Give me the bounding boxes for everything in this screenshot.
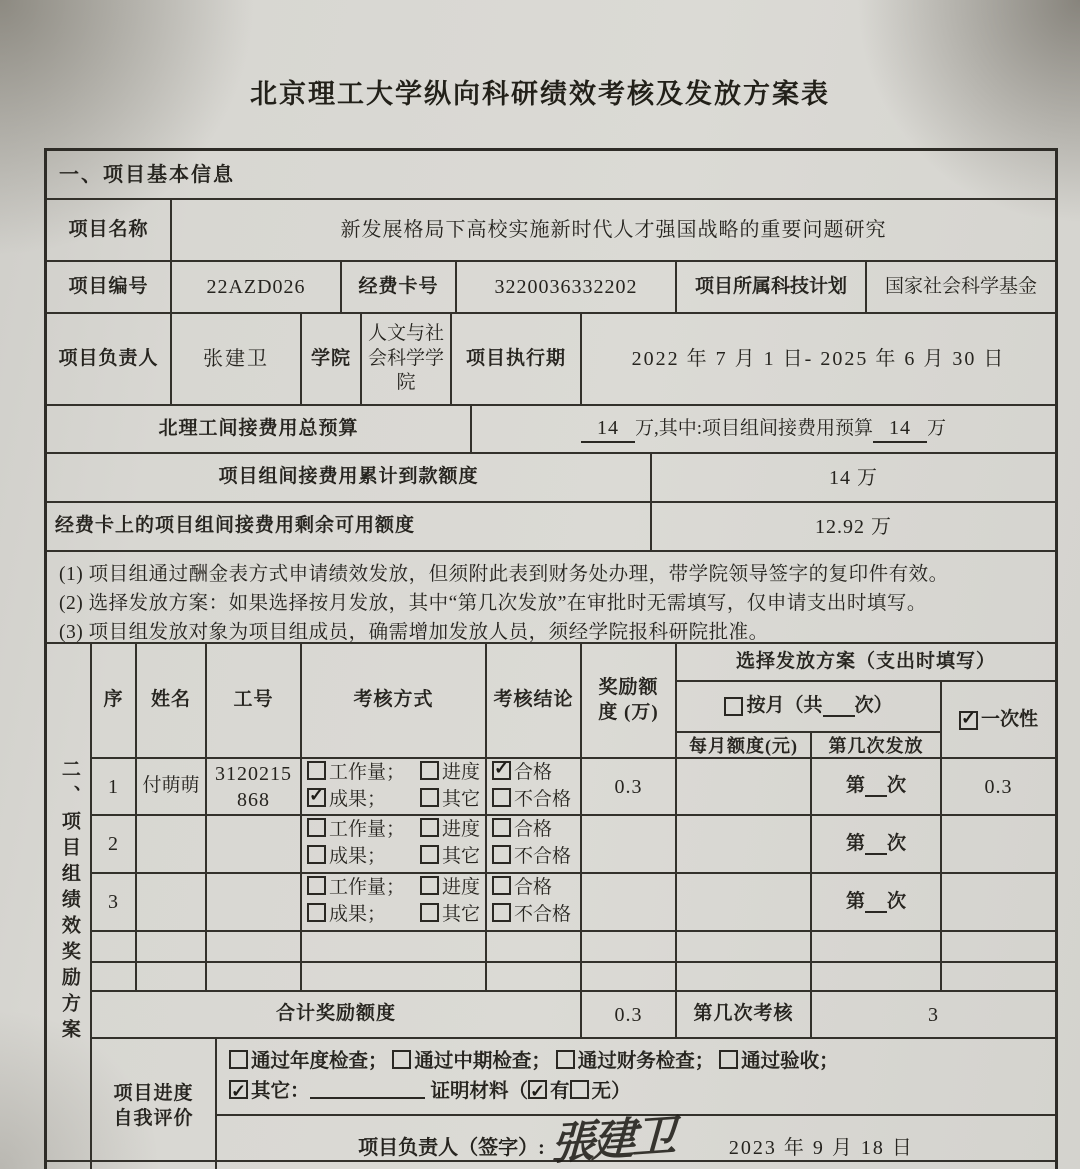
monthly-count-blank <box>823 696 855 717</box>
row1-method: 工作量； 进度 ✓成果； 其它 <box>302 759 487 814</box>
budget-value <box>472 406 1055 452</box>
col-id: 工号 <box>207 644 302 757</box>
plan-sub-block <box>677 682 1055 759</box>
proof-have-checkbox[interactable] <box>528 1080 547 1099</box>
row2-amount <box>582 816 677 872</box>
col-name: 姓名 <box>137 644 207 757</box>
arrived-row <box>47 454 1055 503</box>
college-value: 人文与社会科学学院 <box>362 314 452 404</box>
evaluation-block <box>92 1039 1055 1169</box>
program-value: 国家社会科学基金 <box>884 275 1037 297</box>
col-seq: 序 <box>92 644 137 757</box>
other-checkbox[interactable] <box>420 845 439 864</box>
row3-monthly <box>677 874 812 930</box>
form-title: 北京理工大学纵向科研绩效考核及发放方案表 <box>250 79 830 109</box>
monthly-block <box>677 682 942 759</box>
monthly-checkbox[interactable] <box>724 697 743 716</box>
empty-row-1 <box>92 932 1055 963</box>
monthly-prefix: 按月（共 <box>746 695 823 717</box>
row3-onetime <box>942 874 1055 930</box>
pass-checkbox[interactable] <box>492 818 511 837</box>
row1-conclusion: ✓合格 不合格 <box>487 759 582 814</box>
budget-v2: 14 <box>873 415 927 443</box>
leader-label: 项目负责人 <box>47 314 172 404</box>
project-name-label: 项目名称 <box>47 200 172 260</box>
arrived-label: 项目组间接费用累计到款额度 <box>47 454 652 501</box>
row1-monthly <box>677 759 812 814</box>
workload-checkbox[interactable] <box>307 818 326 837</box>
budget-mid: 万,其中:项目组间接费用预算 <box>634 417 873 439</box>
period-label: 项目执行期 <box>452 314 582 404</box>
section1-heading-row <box>47 151 1055 200</box>
plan-title-row <box>677 644 1055 682</box>
row2-conclusion: 合格 不合格 <box>487 816 582 872</box>
sign-date: 2023 年 9 月 18 日 <box>728 1136 914 1159</box>
budget-row <box>47 406 1055 454</box>
other-checkbox[interactable] <box>420 788 439 807</box>
onetime-checkbox[interactable] <box>959 711 978 730</box>
pass-checkbox[interactable] <box>492 876 511 895</box>
monthly-suffix: 次） <box>854 695 893 717</box>
row3-seq: 3 <box>92 874 137 930</box>
other-checkbox[interactable] <box>420 903 439 922</box>
onetime-label: 一次性 <box>980 709 1038 731</box>
result-checkbox[interactable] <box>307 845 326 864</box>
pass-checkbox[interactable] <box>492 761 511 780</box>
acceptance-check-checkbox[interactable] <box>719 1050 738 1069</box>
col-amount: 奖励额度 (万) <box>582 644 677 757</box>
row3-amount <box>582 874 677 930</box>
workload-checkbox[interactable] <box>307 761 326 780</box>
remaining-label: 经费卡上的项目组间接费用剩余可用额度 <box>47 503 652 550</box>
remaining-row <box>47 503 1055 552</box>
sign-label: 项目负责人（签字）: <box>358 1136 545 1159</box>
monthly-option-row <box>677 682 940 733</box>
budget-v1: 14 <box>581 415 635 443</box>
form-table <box>44 148 1058 1169</box>
result-checkbox[interactable] <box>307 788 326 807</box>
annual-check-checkbox[interactable] <box>229 1050 248 1069</box>
section2-grid <box>92 644 1055 1169</box>
proof-none-checkbox[interactable] <box>570 1080 589 1099</box>
row2-seq: 2 <box>92 816 137 872</box>
fund-card-value: 3220036332202 <box>457 262 677 312</box>
row2-onetime <box>942 816 1055 872</box>
evaluation-line2: ✓其它： 证明材料（ ✓ 有 无） <box>229 1077 1043 1107</box>
empty-row-2 <box>92 963 1055 992</box>
progress-checkbox[interactable] <box>420 761 439 780</box>
row1-seq: 1 <box>92 759 137 814</box>
mid-check-checkbox[interactable] <box>392 1050 411 1069</box>
evaluation-line1: 通过年度检查； 通过中期检查； 通过财务检查； 通过验收； <box>229 1047 1043 1077</box>
fail-checkbox[interactable] <box>492 788 511 807</box>
notes-row <box>47 552 1055 644</box>
project-no-row <box>47 262 1055 314</box>
project-no-value: 22AZD026 <box>172 262 342 312</box>
row3-which: 第 次 <box>812 874 942 930</box>
project-name-row <box>47 200 1055 262</box>
col-method: 考核方式 <box>302 644 487 757</box>
leader-row <box>47 314 1055 406</box>
evaluation-content <box>217 1039 1055 1169</box>
section2-side-label: 二、项目组绩效奖励方案 <box>58 759 80 1045</box>
program-label: 项目所属科技计划 <box>677 262 867 312</box>
row1-onetime: 0.3 <box>984 775 1013 798</box>
fail-checkbox[interactable] <box>492 845 511 864</box>
note-1: (1) 项目组通过酬金表方式申请绩效发放，但须附此表到财务处办理，带学院领导签字的复印件有效。 <box>59 564 949 585</box>
section2 <box>47 644 1055 1169</box>
workload-checkbox[interactable] <box>307 876 326 895</box>
section2-header <box>92 644 1055 759</box>
row2-monthly <box>677 816 812 872</box>
budget-label: 北理工间接费用总预算 <box>47 406 472 452</box>
row3-id <box>207 874 302 930</box>
row2-name <box>137 816 207 872</box>
row2-method: 工作量； 进度 成果； 其它 <box>302 816 487 872</box>
section1-heading: 一、项目基本信息 <box>59 163 235 186</box>
note-3: (3) 项目组发放对象为项目组成员，确需增加发放人员，须经学院报科研院批准。 <box>59 622 769 643</box>
col-monthly-amount: 每月额度(元) <box>677 733 812 761</box>
row1-amount: 0.3 <box>582 759 677 814</box>
onetime-option <box>942 682 1055 759</box>
row1-which: 第 次 <box>812 759 942 814</box>
plan-header-block <box>677 644 1055 757</box>
fail-checkbox[interactable] <box>492 903 511 922</box>
row1-id: 3120215868 <box>207 759 302 814</box>
assess-count-value: 3 <box>928 1003 939 1026</box>
project-name-value: 新发展格局下高校实施新时代人才强国战略的重要问题研究 <box>340 219 887 241</box>
member-row-3 <box>92 874 1055 932</box>
project-no-label: 项目编号 <box>47 262 172 312</box>
leader-signature: 張建卫 <box>549 1111 675 1169</box>
assess-count-label: 第几次考核 <box>677 992 812 1037</box>
row3-name <box>137 874 207 930</box>
progress-checkbox[interactable] <box>420 876 439 895</box>
member-row-2 <box>92 816 1055 874</box>
eval-other-checkbox[interactable] <box>229 1080 248 1099</box>
evaluation-label: 项目进度自我评价 <box>92 1039 217 1169</box>
remaining-value: 12.92 万 <box>815 515 892 538</box>
col-conclusion: 考核结论 <box>487 644 582 757</box>
result-checkbox[interactable] <box>307 903 326 922</box>
college-label: 学院 <box>302 314 362 404</box>
notes <box>47 552 1055 642</box>
section2-side-label-cell <box>47 644 92 1160</box>
total-row <box>92 992 1055 1039</box>
progress-checkbox[interactable] <box>420 818 439 837</box>
row1-name: 付萌萌 <box>137 759 207 814</box>
total-amount: 0.3 <box>582 992 677 1037</box>
fund-card-label: 经费卡号 <box>342 262 457 312</box>
finance-check-checkbox[interactable] <box>556 1050 575 1069</box>
col-which-time: 第几次发放 <box>828 736 924 757</box>
row2-id <box>207 816 302 872</box>
other-blank <box>310 1078 425 1100</box>
arrived-value: 14 万 <box>829 466 878 489</box>
monthly-sub-headers <box>677 733 940 761</box>
member-row-1 <box>92 759 1055 816</box>
row2-which: 第 次 <box>812 816 942 872</box>
note-2: (2) 选择发放方案：如果选择按月发放，其中“第几次发放”在审批时无需填写，仅申请支出时填写。 <box>59 593 927 614</box>
row3-method: 工作量； 进度 成果； 其它 <box>302 874 487 930</box>
leader-value: 张建卫 <box>172 314 302 404</box>
row3-conclusion: 合格 不合格 <box>487 874 582 930</box>
period-value: 2022 年 7 月 1 日- 2025 年 6 月 30 日 <box>631 348 1006 370</box>
total-label: 合计奖励额度 <box>92 992 582 1037</box>
budget-end: 万 <box>927 417 947 439</box>
plan-title: 选择发放方案（支出时填写） <box>735 650 996 672</box>
monthly-option <box>677 682 940 731</box>
